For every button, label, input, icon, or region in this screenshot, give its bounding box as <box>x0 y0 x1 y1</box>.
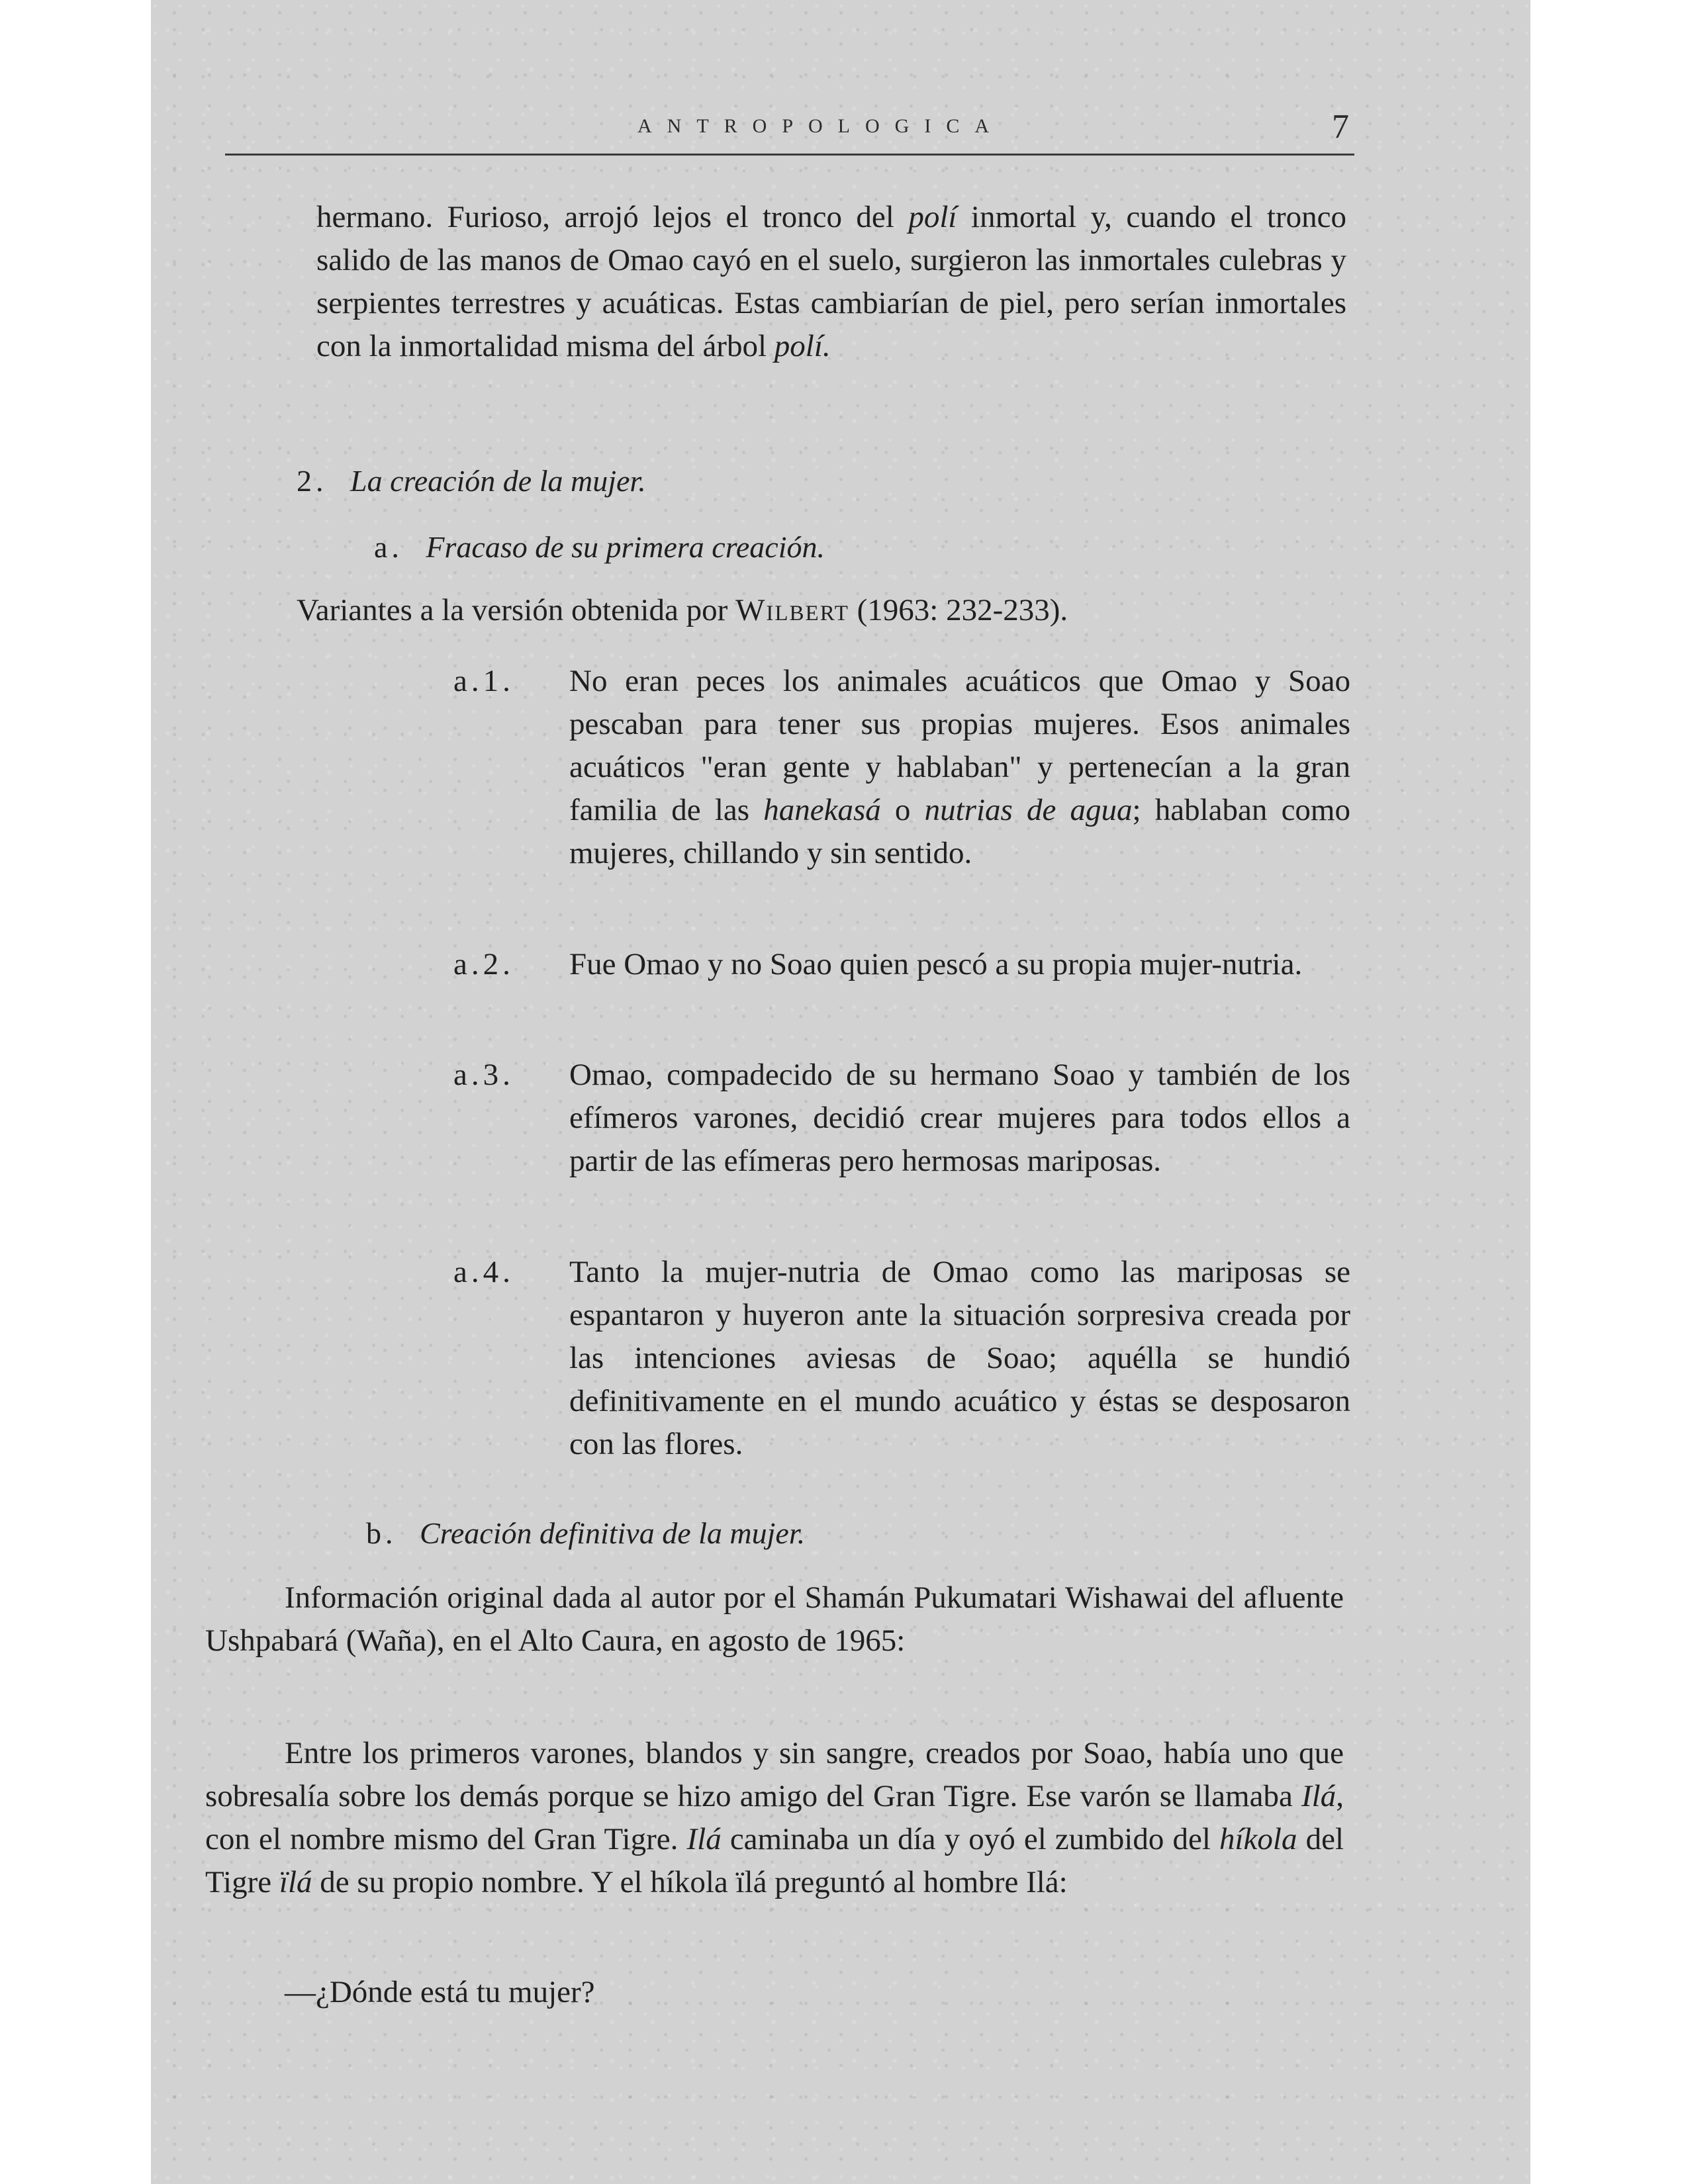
page-number: 7 <box>1332 108 1349 146</box>
running-head: ANTROPOLOGICA <box>637 115 1004 137</box>
info-paragraph: Información original dada al autor por el Shamán Pukumatari Wishawai del afluente Ushpabará (Waña), en el Alto Caura, en agosto de 1965: <box>205 1580 1344 1658</box>
section-2-heading: 2. La creación de la mujer. <box>297 464 646 498</box>
dialogue-line: —¿Dónde está tu mujer? <box>285 1975 595 2009</box>
variants-line: Variantes a la versión obtenida por Wilbert (1963: 232-233). <box>297 593 1068 627</box>
subsection-a-heading: a. Fracaso de su primera creación. <box>374 530 825 564</box>
page-header <box>225 108 1354 156</box>
story-paragraph: Entre los primeros varones, blandos y sin sangre, creados por Soao, había uno que sobresalía sobre los demás porque se hizo amigo del Gran Tigre. Ese varón se llamaba Ilá, con el nombre mismo del Gran Tigre. Ilá caminaba un día y oyó el zumbido del híkola del Tigre ïlá de su propio nombre. Y el híkola ïlá preguntó al hombre Ilá: <box>205 1736 1344 1899</box>
subsection-b-heading: b. Creación definitiva de la mujer. <box>366 1516 806 1550</box>
intro-paragraph: hermano. Furioso, arrojó lejos el tronco del polí inmortal y, cuando el tronco salido de las manos de Omao cayó en el suelo, surgieron las inmortales culebras y serpientes terrestres y acuáticas. Estas cambiarían de piel, pero serían inmortales con la inmortalidad misma del árbol polí. <box>316 200 1347 363</box>
